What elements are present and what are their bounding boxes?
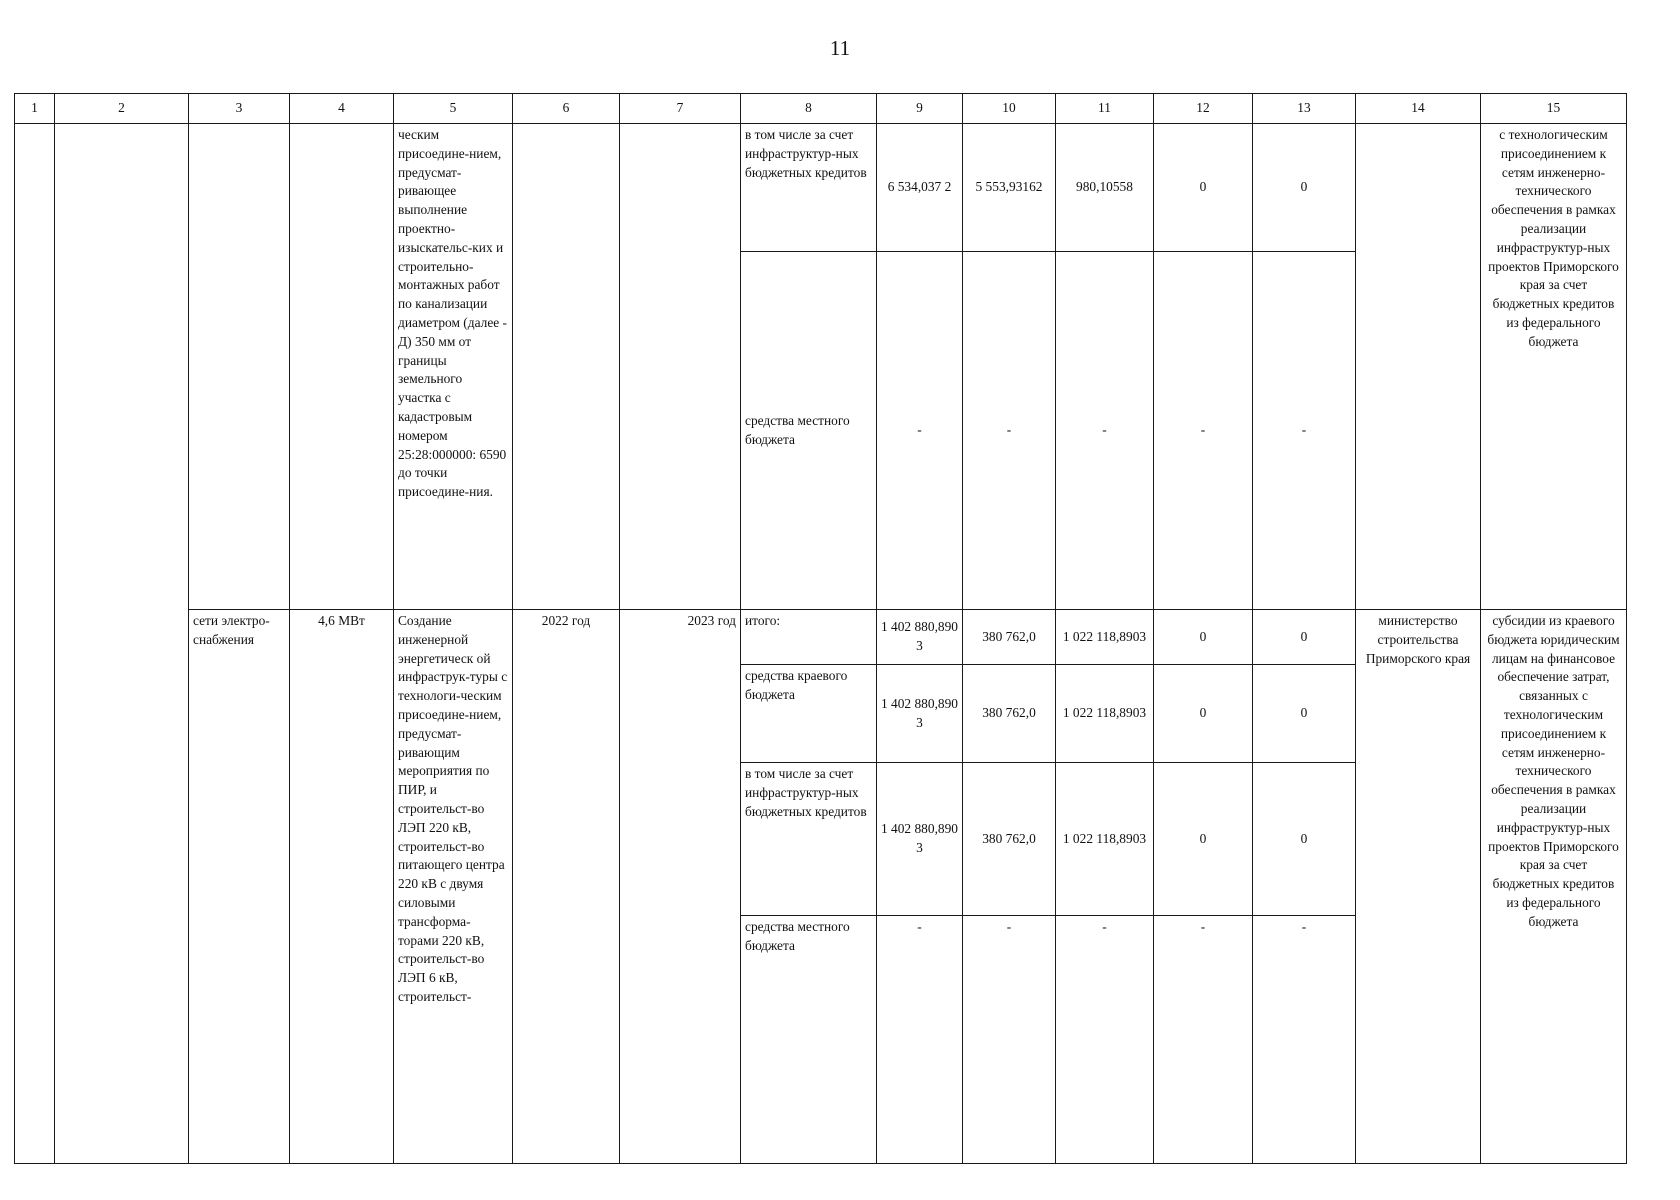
note-cell: с технологическим присоединением к сетям инженерно-технического обеспечения в рамках реализации инфраструктур-ных проектов Приморского края за счет бюджетных кредитов из федерального бюджета xyxy=(1481,124,1627,610)
cell-col2 xyxy=(55,124,189,1164)
value-col13: - xyxy=(1253,252,1356,610)
value-col12: - xyxy=(1154,252,1253,610)
column-header: 13 xyxy=(1253,94,1356,124)
column-header: 2 xyxy=(55,94,189,124)
cell-col7 xyxy=(620,124,741,610)
value-col13: - xyxy=(1253,916,1356,1164)
responsible-cell xyxy=(1356,124,1481,610)
cell-col4 xyxy=(290,124,394,610)
value-col9: - xyxy=(877,916,963,1164)
value-col12: 0 xyxy=(1154,665,1253,763)
column-header: 10 xyxy=(963,94,1056,124)
cell-col1 xyxy=(15,124,55,1164)
value-col10: 380 762,0 xyxy=(963,665,1056,763)
value-col9: 6 534,037 2 xyxy=(877,124,963,252)
funding-source: средства местного бюджета xyxy=(741,916,877,1164)
description-cell: ческим присоедине-нием, предусмат-ривающее выполнение проектно-изыскательс-ких и строительно-монтажных работ по канализации диаметром (далее - Д) 350 мм от границы земельного участка с кадастровым номером 25:28:000000: 6590 до точки присоедине-ния. xyxy=(394,124,513,610)
funding-source: в том числе за счет инфраструктур-ных бюджетных кредитов xyxy=(741,763,877,916)
value-col13: 0 xyxy=(1253,763,1356,916)
column-header: 14 xyxy=(1356,94,1481,124)
value-col10: 5 553,93162 xyxy=(963,124,1056,252)
value-col12: 0 xyxy=(1154,610,1253,665)
value-col11: 980,10558 xyxy=(1056,124,1154,252)
column-header: 3 xyxy=(189,94,290,124)
column-header: 9 xyxy=(877,94,963,124)
value-col10: - xyxy=(963,916,1056,1164)
object-cell: сети электро-снабжения xyxy=(189,610,290,1164)
column-header: 6 xyxy=(513,94,620,124)
description-cell: Создание инженерной энергетическ ой инфраструк-туры с технологи-ческим присоедине-нием, предусмат-ривающим мероприятия по ПИР, и строительст-во ЛЭП 220 кВ, строительст-во питающего центра 220 кВ с двумя силовыми трансформа-торами 220 кВ, строительст-во ЛЭП 6 кВ, строительст- xyxy=(394,610,513,1164)
page-number: 11 xyxy=(829,36,851,60)
year-start-cell: 2022 год xyxy=(513,610,620,1164)
value-col11: - xyxy=(1056,252,1154,610)
responsible-cell: министерство строительства Приморского края xyxy=(1356,610,1481,1164)
value-col9: 1 402 880,890 3 xyxy=(877,610,963,665)
column-header: 4 xyxy=(290,94,394,124)
funding-source: в том числе за счет инфраструктур-ных бюджетных кредитов xyxy=(741,124,877,252)
funding-source: средства краевого бюджета xyxy=(741,665,877,763)
column-header: 5 xyxy=(394,94,513,124)
value-col9: 1 402 880,890 3 xyxy=(877,665,963,763)
value-col10: - xyxy=(963,252,1056,610)
value-col10: 380 762,0 xyxy=(963,610,1056,665)
note-cell: субсидии из краевого бюджета юридическим лицам на финансовое обеспечение затрат, связанных с технологическим присоединением к сетям инженерно-технического обеспечения в рамках реализации инфраструктур-ных проектов Приморского края за счет бюджетных кредитов из федерального бюджета xyxy=(1481,610,1627,1164)
column-header: 1 xyxy=(15,94,55,124)
cell-col6 xyxy=(513,124,620,610)
value-col9: - xyxy=(877,252,963,610)
column-header: 11 xyxy=(1056,94,1154,124)
value-col13: 0 xyxy=(1253,610,1356,665)
table-row xyxy=(15,124,1627,252)
column-header: 8 xyxy=(741,94,877,124)
column-header: 15 xyxy=(1481,94,1627,124)
year-end-cell: 2023 год xyxy=(620,610,741,1164)
cell-col3 xyxy=(189,124,290,610)
value-col12: - xyxy=(1154,916,1253,1164)
funding-source: средства местного бюджета xyxy=(741,252,877,610)
table-header-row xyxy=(15,94,1627,124)
column-header: 7 xyxy=(620,94,741,124)
power-cell: 4,6 МВт xyxy=(290,610,394,1164)
column-header: 12 xyxy=(1154,94,1253,124)
funding-source: итого: xyxy=(741,610,877,665)
value-col9: 1 402 880,890 3 xyxy=(877,763,963,916)
program-table xyxy=(14,93,1627,1164)
value-col13: 0 xyxy=(1253,124,1356,252)
value-col12: 0 xyxy=(1154,124,1253,252)
value-col13: 0 xyxy=(1253,665,1356,763)
value-col11: 1 022 118,8903 xyxy=(1056,610,1154,665)
value-col12: 0 xyxy=(1154,763,1253,916)
value-col11: 1 022 118,8903 xyxy=(1056,665,1154,763)
value-col11: 1 022 118,8903 xyxy=(1056,763,1154,916)
value-col11: - xyxy=(1056,916,1154,1164)
table-row xyxy=(15,610,1627,665)
value-col10: 380 762,0 xyxy=(963,763,1056,916)
